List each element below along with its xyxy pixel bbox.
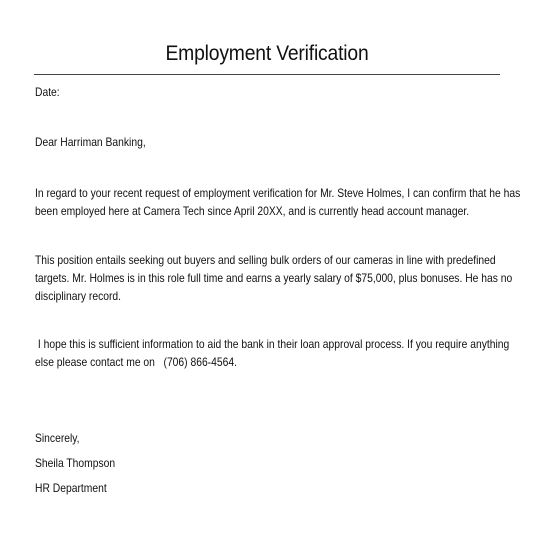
paragraph-line: else please contact me on (706) 866-4564.: [35, 355, 237, 369]
date-label: Date:: [35, 85, 60, 99]
paragraph-line: been employed here at Camera Tech since April 20XX, and is currently head account manager.: [35, 204, 470, 218]
closing: Sincerely,: [35, 431, 80, 445]
paragraph-line: In regard to your recent request of employment verification for Mr. Steve Holmes, I can confirm that he has: [35, 186, 521, 200]
signer-name: Sheila Thompson: [35, 456, 116, 470]
title-divider: [34, 74, 500, 75]
signer-department: HR Department: [35, 481, 107, 495]
paragraph-contact: [35, 335, 510, 371]
paragraph-line: I hope this is sufficient information to aid the bank in their loan approval process. If you require anything: [35, 337, 510, 351]
salutation: Dear Harriman Banking,: [35, 135, 146, 149]
document-title: Employment Verification: [165, 42, 369, 65]
paragraph-employment: [35, 184, 521, 220]
paragraph-line: targets. Mr. Holmes is in this role full time and earns a yearly salary of $75,000, plus bonuses. He has no: [35, 271, 513, 285]
paragraph-position: [35, 251, 513, 305]
paragraph-line: This position entails seeking out buyers and selling bulk orders of our cameras in line with predefined: [35, 253, 496, 267]
paragraph-line: disciplinary record.: [35, 289, 122, 303]
